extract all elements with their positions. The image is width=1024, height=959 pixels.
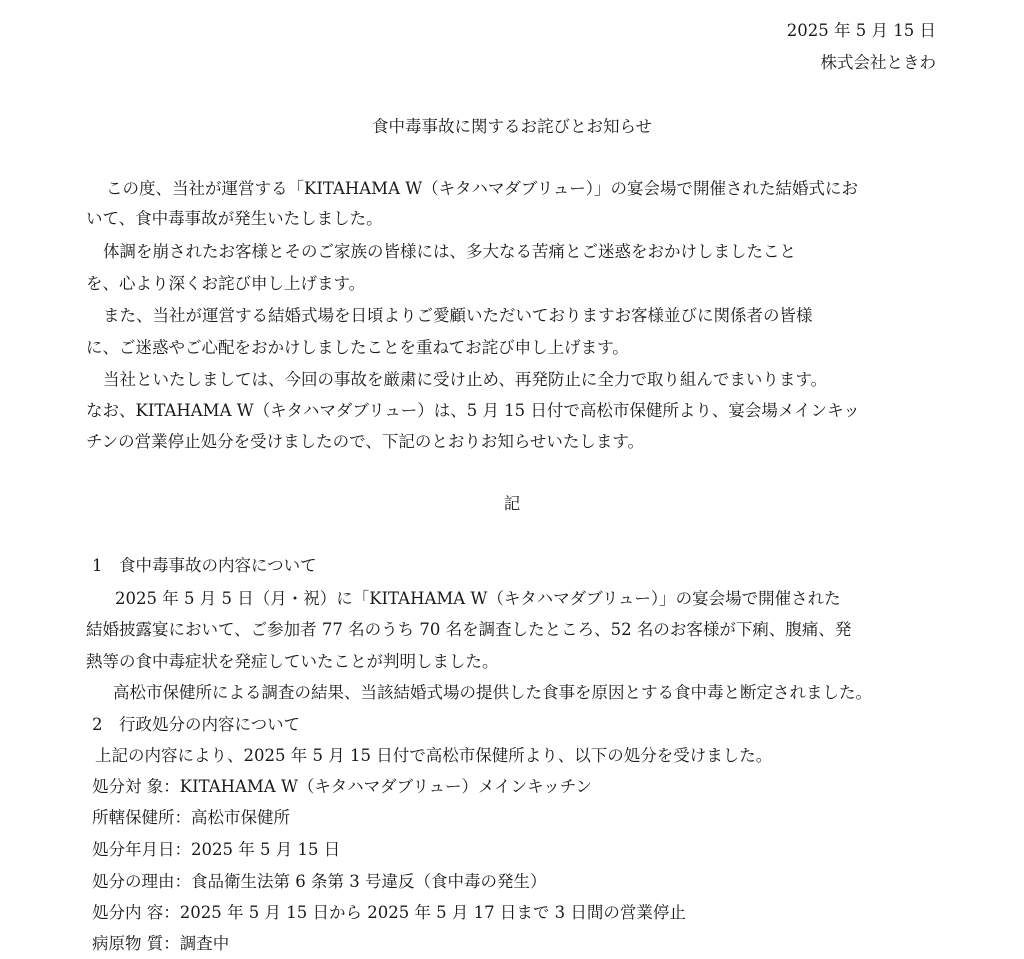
document-date: 2025 年 5 月 15 日 bbox=[786, 21, 936, 40]
disposal-item: 処分の理由：食品衛生法第 6 条第 3 号違反（食中毒の発生） bbox=[92, 872, 547, 891]
section-1-line: 高松市保健所による調査の結果、当該結婚式場の提供した食事を原因とする食中毒と断定されました。 bbox=[113, 683, 872, 702]
company-name: 株式会社ときわ bbox=[820, 53, 936, 72]
disposal-item: 所轄保健所：高松市保健所 bbox=[92, 808, 290, 827]
section-1-line: 2025 年 5 月 5 日（月・祝）に「KITAHAMA W（キタハマダブリュー）」の宴会場で開催された bbox=[115, 589, 841, 608]
section-1-line: 熱等の食中毒症状を発症していたことが判明しました。 bbox=[86, 652, 499, 671]
section-1-heading: 1 食中毒事故の内容について bbox=[92, 556, 317, 575]
disposal-item: 処分年月日：2025 年 5 月 15 日 bbox=[92, 840, 341, 859]
intro-line: いて、食中毒事故が発生いたしました。 bbox=[86, 209, 383, 228]
section-2-heading: 2 行政処分の内容について bbox=[92, 715, 301, 734]
disposal-item: 処分対 象：KITAHAMA W（キタハマダブリュー）メインキッチン bbox=[92, 777, 592, 796]
section-2-intro: 上記の内容により、2025 年 5 月 15 日付で高松市保健所より、以下の処分を受けました。 bbox=[95, 746, 773, 765]
intro-line: なお、KITAHAMA W（キタハマダブリュー）は、5 月 15 日付で高松市保健所より、宴会場メインキッ bbox=[86, 401, 860, 420]
intro-line: チンの営業停止処分を受けましたので、下記のとおりお知らせいたします。 bbox=[86, 432, 645, 451]
ki-heading: 記 bbox=[503, 494, 521, 513]
document-title: 食中毒事故に関するお詫びとお知らせ bbox=[371, 117, 652, 136]
intro-line: に、ご迷惑やご心配をおかけしましたことを重ねてお詫び申し上げます。 bbox=[86, 338, 629, 357]
disposal-item: 処分内 容：2025 年 5 月 15 日から 2025 年 5 月 17 日まで 3 日間の営業停止 bbox=[92, 903, 686, 922]
intro-line: を、心より深くお詫び申し上げます。 bbox=[86, 274, 366, 293]
intro-line: また、当社が運営する結婚式場を日頃よりご愛顧いただいておりますお客様並びに関係者の皆様 bbox=[103, 306, 813, 325]
section-1-line: 結婚披露宴において、ご参加者 77 名のうち 70 名を調査したところ、52 名のお客様が下痢、腹痛、発 bbox=[86, 620, 852, 639]
intro-line: この度、当社が運営する「KITAHAMA W（キタハマダブリュー）」の宴会場で開催された結婚式にお bbox=[106, 179, 858, 198]
intro-line: 当社といたしましては、今回の事故を厳粛に受け止め、再発防止に全力で取り組んでまいります。 bbox=[103, 370, 828, 389]
disposal-item: 病原物 質：調査中 bbox=[92, 934, 230, 953]
intro-line: 体調を崩されたお客様とそのご家族の皆様には、多大なる苦痛とご迷惑をおかけしましたこと bbox=[103, 242, 796, 261]
